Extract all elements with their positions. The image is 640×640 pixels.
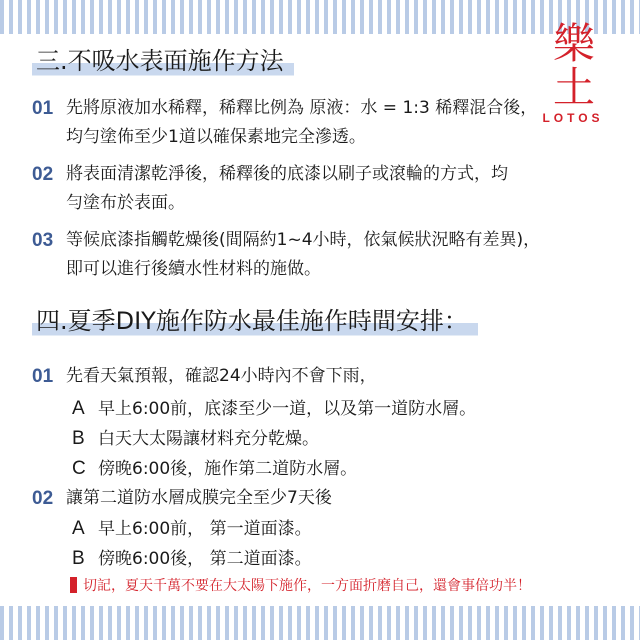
warning-note-text: 切記，夏天千萬不要在大太陽下施作，一方面折磨自己，還會事倍功半！ — [83, 578, 531, 594]
sub-text: 傍晚6:00後，施作第二道防水層。 — [98, 459, 358, 479]
brand-logo-latin: LOTOS — [542, 111, 604, 125]
sub-text: 傍晚6:00後， 第二道面漆。 — [98, 549, 312, 569]
section3-item-2 — [32, 160, 610, 218]
brand-logo-glyph: 樂土 — [552, 19, 593, 112]
step-text: 先將原液加水稀釋，稀釋比例為 原液：水 = 1:3 稀釋混合後， 均勻塗佈至少1道以確保素地完全滲透。 — [66, 98, 538, 147]
section4-item-1-sub-c — [72, 454, 357, 484]
step-number: 01 — [32, 98, 54, 119]
section3-title: 三.不吸水表面施作方法 — [32, 44, 294, 78]
sub-letter: B — [72, 428, 85, 449]
section4-item-2 — [32, 484, 610, 514]
warning-bar-icon — [70, 577, 77, 593]
section3-item-3 — [32, 226, 610, 284]
warning-note — [70, 575, 531, 595]
sub-letter: C — [72, 458, 86, 479]
step-text: 先看天氣預報，確認24小時內不會下雨， — [66, 366, 377, 386]
section3-item-1 — [32, 94, 610, 152]
sub-letter: B — [72, 548, 85, 569]
section4-item-1-sub-b — [72, 424, 319, 454]
step-number: 02 — [32, 164, 54, 185]
sub-letter: A — [72, 398, 85, 419]
section4-title: 四.夏季DIY施作防水最佳施作時間安排： — [32, 304, 478, 338]
sub-text: 早上6:00前，底漆至少一道，以及第一道防水層。 — [98, 399, 477, 419]
section4-item-2-sub-b — [72, 544, 312, 574]
section4-item-2-sub-a — [72, 514, 312, 544]
sub-text: 白天大太陽讓材料充分乾燥。 — [98, 429, 319, 449]
step-text: 將表面清潔乾淨後，稀釋後的底漆以刷子或滾輪的方式，均 勻塗布於表面。 — [66, 164, 508, 213]
step-number: 02 — [32, 488, 54, 509]
bottom-stripe-border — [0, 606, 640, 640]
section4-item-1 — [32, 362, 610, 392]
step-number: 01 — [32, 366, 54, 387]
section4-item-1-sub-a — [72, 394, 476, 424]
step-number: 03 — [32, 230, 54, 251]
step-text: 讓第二道防水層成膜完全至少7天後 — [66, 488, 332, 508]
sub-text: 早上6:00前， 第一道面漆。 — [98, 519, 312, 539]
step-text: 等候底漆指觸乾燥後(間隔約1~4小時，依氣候狀況略有差異)， 即可以進行後續水性材料的施做。 — [66, 230, 541, 279]
sub-letter: A — [72, 518, 85, 539]
